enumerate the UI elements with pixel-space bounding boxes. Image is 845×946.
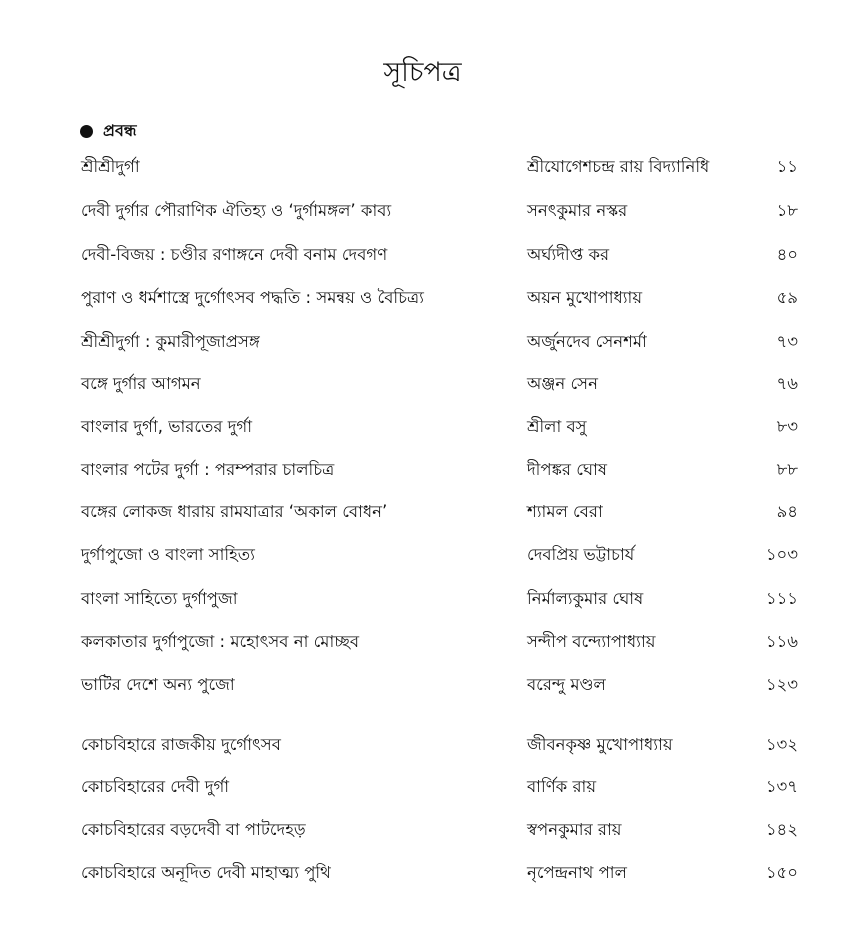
entry-page-number: ১৪২ <box>765 820 798 839</box>
contents-row <box>0 325 845 359</box>
entry-author: সন্দীপ বন্দ্যোপাধ্যায় <box>527 632 656 651</box>
entry-page-number: ১১৬ <box>765 632 798 651</box>
entry-title: দেবী দুর্গার পৌরাণিক ঐতিহ্য ও ‘দুর্গামঙ্গল’ কাব্য <box>81 201 392 220</box>
entry-author: দীপঙ্কর ঘোষ <box>527 460 607 479</box>
page-title: সূচিপত্র <box>383 57 462 88</box>
entry-author: সনৎকুমার নস্কর <box>527 201 628 220</box>
entry-title: দুর্গাপুজো ও বাংলা সাহিত্য <box>81 545 255 564</box>
contents-row <box>0 453 845 487</box>
contents-row <box>0 813 845 847</box>
entry-page-number: ৭৬ <box>776 374 798 393</box>
entry-title: কোচবিহারে রাজকীয় দুর্গোৎসব <box>81 735 281 754</box>
entry-title: কোচবিহারের বড়দেবী বা পাটদেহড় <box>81 820 306 839</box>
contents-row <box>0 238 845 272</box>
entry-title: পুরাণ ও ধর্মশাস্ত্রে দুর্গোৎসব পদ্ধতি : সমন্বয় ও বৈচিত্র্য <box>81 288 424 307</box>
entry-title: কোচবিহারে অনূদিত দেবী মাহাত্ম্য পুথি <box>81 863 331 882</box>
contents-row <box>0 410 845 444</box>
entry-author: অয়ন মুখোপাধ্যায় <box>527 288 643 307</box>
entry-page-number: ৫৯ <box>776 288 798 307</box>
contents-row <box>0 495 845 529</box>
entry-page-number: ১১১ <box>765 589 798 608</box>
entry-page-number: ৮৩ <box>776 417 798 436</box>
entry-page-number: ১০৩ <box>765 545 798 564</box>
contents-row <box>0 538 845 572</box>
contents-row <box>0 150 845 184</box>
entry-page-number: ৯৪ <box>776 502 798 521</box>
entry-author: জীবনকৃষ্ণ মুখোপাধ্যায় <box>527 735 673 754</box>
entry-author: বরেন্দু মণ্ডল <box>527 675 606 694</box>
entry-page-number: ১৩২ <box>765 735 798 754</box>
entry-author: দেবপ্রিয় ভট্টাচার্য <box>527 545 635 564</box>
contents-row <box>0 770 845 804</box>
entry-page-number: ৪০ <box>776 245 798 264</box>
contents-row <box>0 625 845 659</box>
entry-author: নির্মাল্যকুমার ঘোষ <box>527 589 644 608</box>
entry-author: নৃপেন্দ্রনাথ পাল <box>527 863 627 882</box>
entry-author: শ্যামল বেরা <box>527 502 603 521</box>
entry-page-number: ৮৮ <box>776 460 798 479</box>
entry-title: বাংলার দুর্গা, ভারতের দুর্গা <box>81 417 252 436</box>
contents-row <box>0 194 845 228</box>
contents-row <box>0 728 845 762</box>
entry-page-number: ১২৩ <box>765 675 798 694</box>
entry-author: অর্জুনদেব সেনশর্মা <box>527 332 647 351</box>
entry-page-number: ১১ <box>776 157 798 176</box>
entry-title: বঙ্গের লোকজ ধারায় রামযাত্রার ‘অকাল বোধন’ <box>81 502 388 521</box>
entry-author: শ্রীলা বসু <box>527 417 587 436</box>
entry-title: বঙ্গে দুর্গার আগমন <box>81 374 201 393</box>
entry-author: অঞ্জন সেন <box>527 374 598 393</box>
section-label: প্রবন্ধ <box>103 121 137 140</box>
entry-title: কোচবিহারের দেবী দুর্গা <box>81 777 230 796</box>
entry-author: স্বপনকুমার রায় <box>527 820 622 839</box>
entry-page-number: ১৫০ <box>765 863 798 882</box>
entry-page-number: ১৩৭ <box>765 777 798 796</box>
entry-author: অর্ঘ্যদীপ্ত কর <box>527 245 610 264</box>
contents-row <box>0 856 845 890</box>
entry-title: কলকাতার দুর্গাপুজো : মহোৎসব না মোচ্ছব <box>81 632 360 651</box>
entry-page-number: ৭৩ <box>776 332 798 351</box>
entry-title: শ্রীশ্রীদুর্গা : কুমারীপূজাপ্রসঙ্গ <box>81 332 260 351</box>
entry-title: ভাটির দেশে অন্য পুজো <box>81 675 235 694</box>
entry-page-number: ১৮ <box>776 201 798 220</box>
entry-title: দেবী-বিজয় : চণ্ডীর রণাঙ্গনে দেবী বনাম দেবগণ <box>81 245 388 264</box>
entry-title: বাংলার পটের দুর্গা : পরম্পরার চালচিত্র <box>81 460 335 479</box>
contents-row <box>0 582 845 616</box>
contents-row <box>0 668 845 702</box>
entry-title: বাংলা সাহিত্যে দুর্গাপুজা <box>81 589 238 608</box>
entry-author: শ্রীযোগেশচন্দ্র রায় বিদ্যানিধি <box>527 157 710 176</box>
entry-author: বার্ণিক রায় <box>527 777 597 796</box>
contents-row <box>0 281 845 315</box>
contents-row <box>0 367 845 401</box>
entry-title: শ্রীশ্রীদুর্গা <box>81 157 140 176</box>
